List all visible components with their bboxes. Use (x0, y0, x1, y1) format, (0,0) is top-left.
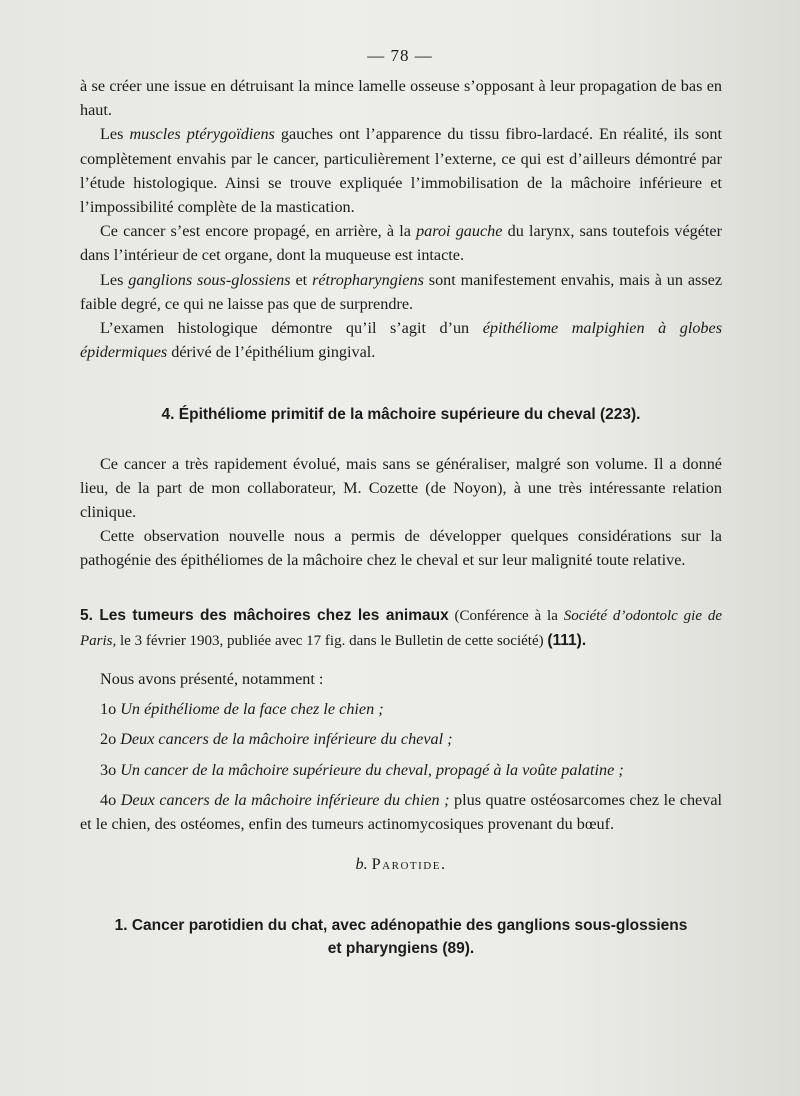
list-number: 1o (100, 700, 121, 719)
list-number: 2o (100, 730, 121, 749)
list-text: Deux cancers de la mâchoire inférieure du cheval ; (120, 730, 453, 749)
list-text: Deux cancers de la mâchoire inférieure du chien ; (120, 790, 450, 809)
reference-number: (111). (547, 631, 587, 649)
text-run: L’examen histologique démontre qu’il s’agit d’un (100, 319, 483, 338)
list-text-rest: plus quatre ostéosarcomes chez le cheval et le chien, des ostéomes, enfin des tumeurs actinomycosiques provenant du bœuf. (80, 790, 723, 834)
text-run: et (290, 270, 313, 289)
text-run: sont manifestement envahis, mais à un assez faible degré, ce qui ne laisse pas que de surprendre. (80, 270, 723, 313)
list-number: 4o (100, 790, 121, 809)
subsection-letter: b. (355, 855, 368, 874)
emphasis-muscles: muscles ptérygoïdiens (129, 125, 275, 144)
text-run: Les (100, 125, 130, 144)
list-text: Un cancer de la mâchoire supérieure du cheval, propagé à la voûte palatine ; (120, 760, 624, 779)
text-run: du larynx, sans toutefois végéter dans l’intérieur de cet organe, dont la muqueuse est intacte. (80, 222, 722, 265)
section-4-paragraph-2: Cette observation nouvelle nous a permis de développer quelques considérations sur la pathogénie des épithéliomes de la mâchoire chez le cheval et sur leur malignité toute relative. (80, 527, 722, 570)
list-item (80, 727, 722, 751)
text-run: (Conférence à la (448, 607, 564, 624)
page-number: — 78 — (367, 46, 433, 65)
list-item (80, 788, 722, 836)
section-4-title: 4. Épithéliome primitif de la mâchoire supérieure du cheval (223). (161, 406, 641, 424)
text-run: Ce cancer s’est encore propagé, en arrière, à la (100, 222, 417, 241)
list-text: Un épithéliome de la face chez le chien ; (120, 700, 384, 719)
section-5-heading (80, 603, 722, 653)
body-text (80, 74, 722, 960)
text-run: dérivé de l’épithélium gingival. (167, 343, 376, 362)
paragraph-1: à se créer une issue en détruisant la mince lamelle osseuse s’opposant à leur propagation de bas en haut. (80, 77, 722, 120)
emphasis-epitheliome: épithéliome malpighien à globes épidermiques (80, 319, 722, 362)
paragraph-2 (80, 122, 722, 219)
list-item (80, 697, 722, 721)
paragraph-5 (80, 316, 722, 364)
text-run: gauches ont l’apparence du tissu fibro-lardacé. En réalité, ils sont complètement envahis par le cancer, particulièrement l’externe, ce qui est d’ailleurs démontré par l’étude histologique. Ainsi se trouve expliquée l’immobilisation de la mâchoire inférieure et l’impossibilité complète de la mastication. (80, 125, 722, 217)
section-5-title: 5. Les tumeurs des mâchoires chez les animaux (80, 606, 449, 624)
subsection-name: Parotide. (371, 855, 447, 874)
section-4-paragraph-1: Ce cancer a très rapidement évolué, mais sans se généraliser, malgré son volume. Il a donné lieu, de la part de mon collaborateur, M. Cozette (de Noyon), à une très intéressante relation clinique. (80, 454, 722, 522)
emphasis-retropharyngiens: rétropharyngiens (312, 270, 424, 289)
list-intro: Nous avons présenté, notamment : (100, 670, 324, 689)
section-1-heading (80, 914, 722, 960)
list-number: 3o (100, 760, 121, 779)
society-name: Société d’odontolc gie de Paris, (80, 607, 723, 649)
section-1-title-line-2: et pharyngiens (89). (327, 940, 475, 958)
list-item (80, 758, 722, 782)
emphasis-ganglions: ganglions sous-glossiens (128, 270, 291, 289)
subsection-b-title (80, 852, 722, 876)
emphasis-paroi: paroi gauche (416, 222, 503, 241)
text-run: le 3 février 1903, publiée avec 17 fig. dans le Bulletin de cette société) (116, 632, 548, 649)
text-run: Les (100, 270, 129, 289)
section-4-heading (80, 402, 722, 427)
paragraph-4 (80, 268, 722, 316)
paragraph-3 (80, 219, 722, 267)
section-1-title-line-1: 1. Cancer parotidien du chat, avec adénopathie des ganglions sous-glossiens (114, 917, 688, 935)
